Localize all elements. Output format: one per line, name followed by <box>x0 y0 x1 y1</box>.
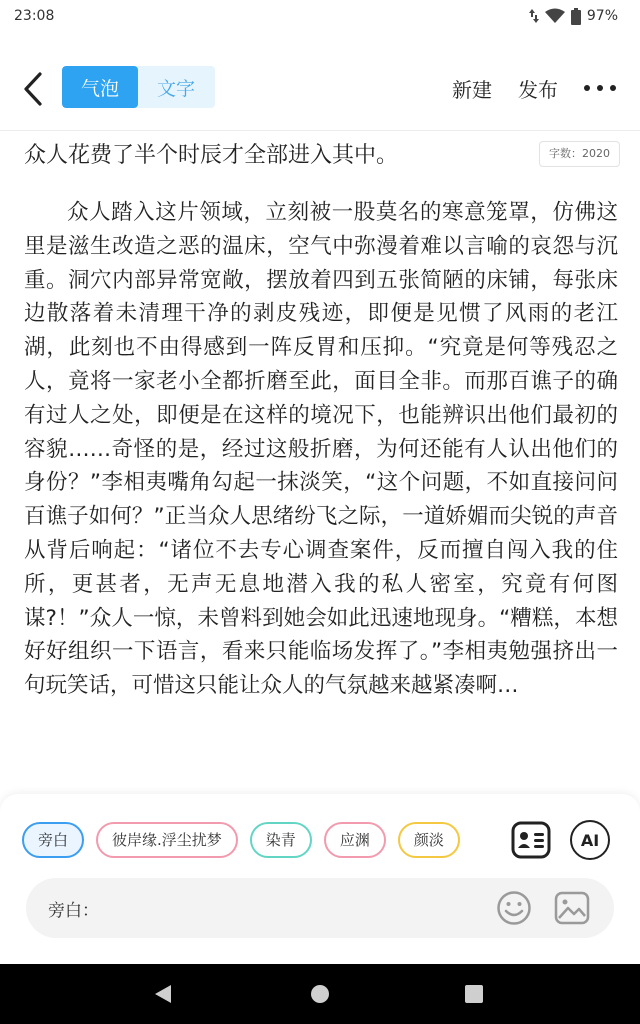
role-chip-narrator[interactable]: 旁白 <box>22 822 84 858</box>
battery-percent: 97% <box>586 8 618 24</box>
role-chip[interactable]: 应渊 <box>324 822 386 858</box>
nav-recents-icon[interactable] <box>465 985 483 1003</box>
story-body-text[interactable]: 众人踏入这片领域，立刻被一股莫名的寒意笼罩，仿佛这里是滋生改造之恶的温床，空气中弥漫着难以言喻的哀怨与沉重。洞穴内部异常宽敞，摆放着四到五张简陋的床铺，每张床边散落着未清理干净的剥皮残迹，即便是见惯了风雨的老江湖，此刻也不由得感到一阵反胃和压抑。“究竟是何等残忍之人，竟将一家老小全都折磨至此，面目全非。而那百谯子的确有过人之处，即便是在这样的境况下，也能辨识出他们最初的容貌……奇怪的是，经过这般折磨，为何还能有人认出他们的身份？”李相夷嘴角勾起一抹淡笑，“这个问题，不如直接问问百谯子如何？”正当众人思绪纷飞之际，一道娇媚而尖锐的声音从背后响起：“诸位不去专心调查案件，反而擅自闯入我的住所，更甚者，无声无息地潜入我的私人密室，究竟有何图谋?！”众人一惊，未曾料到她会如此迅速地现身。“糟糕，本想好好组织一下语言，看来只能临场发挥了。”李相夷勉强挤出一句玩笑话，可惜这只能让众人的气氛越来越紧凑啊… <box>24 200 618 699</box>
publish-button[interactable]: 发布 <box>518 78 558 102</box>
role-chip[interactable]: 染青 <box>250 822 312 858</box>
tab-bubble[interactable]: 气泡 <box>62 66 138 108</box>
wifi-icon <box>545 8 565 24</box>
image-icon <box>554 890 590 926</box>
status-time: 23:08 <box>14 8 55 24</box>
more-dot <box>610 85 616 91</box>
status-icons <box>529 8 618 25</box>
nav-home-icon[interactable] <box>311 985 329 1003</box>
back-button[interactable] <box>18 70 48 108</box>
chapter-title[interactable]: 众人花费了半个时辰才全部进入其中。 <box>24 143 399 168</box>
mode-toggle <box>62 66 215 108</box>
role-list-icon <box>511 821 551 859</box>
more-dot <box>597 85 603 91</box>
role-manager-button[interactable] <box>511 820 551 860</box>
word-count-badge: 字数：2020 <box>539 141 620 167</box>
nav-back-icon[interactable] <box>154 984 172 1004</box>
battery-icon <box>571 8 581 25</box>
role-chip[interactable]: 颜淡 <box>398 822 460 858</box>
header-divider <box>0 130 640 131</box>
message-input[interactable] <box>98 890 488 926</box>
system-nav-bar <box>0 964 640 1024</box>
more-dot <box>584 85 590 91</box>
ai-icon: AI <box>570 820 610 860</box>
role-chip-row[interactable] <box>22 822 492 860</box>
composer-input-box <box>26 878 614 938</box>
image-button[interactable] <box>554 890 590 926</box>
data-arrows-icon <box>529 8 539 24</box>
ai-button[interactable] <box>570 820 610 860</box>
composer-panel <box>0 794 640 964</box>
status-bar <box>0 0 640 32</box>
new-button[interactable]: 新建 <box>452 78 492 102</box>
chevron-left-icon <box>23 72 43 106</box>
emoji-button[interactable] <box>496 890 532 926</box>
tab-text[interactable]: 文字 <box>156 77 195 100</box>
speaker-label: 旁白： <box>48 901 99 921</box>
role-chip[interactable]: 彼岸缘.浮尘扰梦 <box>96 822 238 858</box>
more-button[interactable] <box>584 74 616 102</box>
app-bar <box>0 58 640 120</box>
smiley-icon <box>496 890 532 926</box>
